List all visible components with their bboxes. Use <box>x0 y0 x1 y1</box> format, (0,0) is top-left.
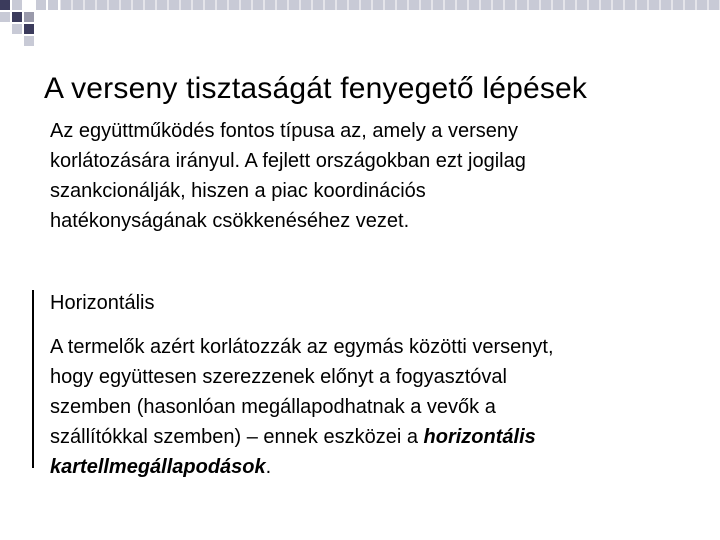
section-heading: Horizontális <box>50 292 155 314</box>
decor-square <box>48 0 58 10</box>
decor-square <box>24 36 34 46</box>
decor-square <box>24 12 34 22</box>
paragraph-line: A termelők azért korlátozzák az egymás közötti versenyt, <box>50 336 554 358</box>
decor-square <box>12 12 22 22</box>
decor-strip <box>60 0 720 10</box>
header-decoration <box>0 0 720 50</box>
paragraph-line <box>50 452 554 482</box>
decor-square <box>24 24 34 34</box>
paragraph-text: . <box>265 456 272 478</box>
paragraph-line: Az együttműködés fontos típusa az, amely a verseny <box>50 120 519 142</box>
horizontal-paragraph <box>50 332 554 482</box>
decor-square <box>36 0 46 10</box>
decor-square <box>0 0 10 10</box>
paragraph-line: szankcionálják, hiszen a piac koordinációs <box>50 180 426 202</box>
emphasis-text: kartellmegállapodások <box>50 456 266 478</box>
decor-square <box>12 24 22 34</box>
page-title: A verseny tisztaságát fenyegető lépések <box>44 72 588 105</box>
paragraph-line: szemben (hasonlóan megállapodhatnak a vevők a <box>50 396 496 418</box>
section-divider-line <box>32 290 34 468</box>
paragraph-line: hogy együttesen szerezzenek előnyt a fogyasztóval <box>50 366 507 388</box>
paragraph-line: hatékonyságának csökkenéséhez vezet. <box>50 210 410 232</box>
emphasis-text: horizontális <box>423 426 536 448</box>
paragraph-line <box>50 422 554 452</box>
decor-square <box>12 0 22 10</box>
intro-paragraph <box>50 116 526 236</box>
paragraph-text: szállítókkal szemben) – ennek eszközei a <box>50 426 424 448</box>
paragraph-line: korlátozására irányul. A fejlett országokban ezt jogilag <box>50 150 526 172</box>
decor-square <box>0 12 10 22</box>
